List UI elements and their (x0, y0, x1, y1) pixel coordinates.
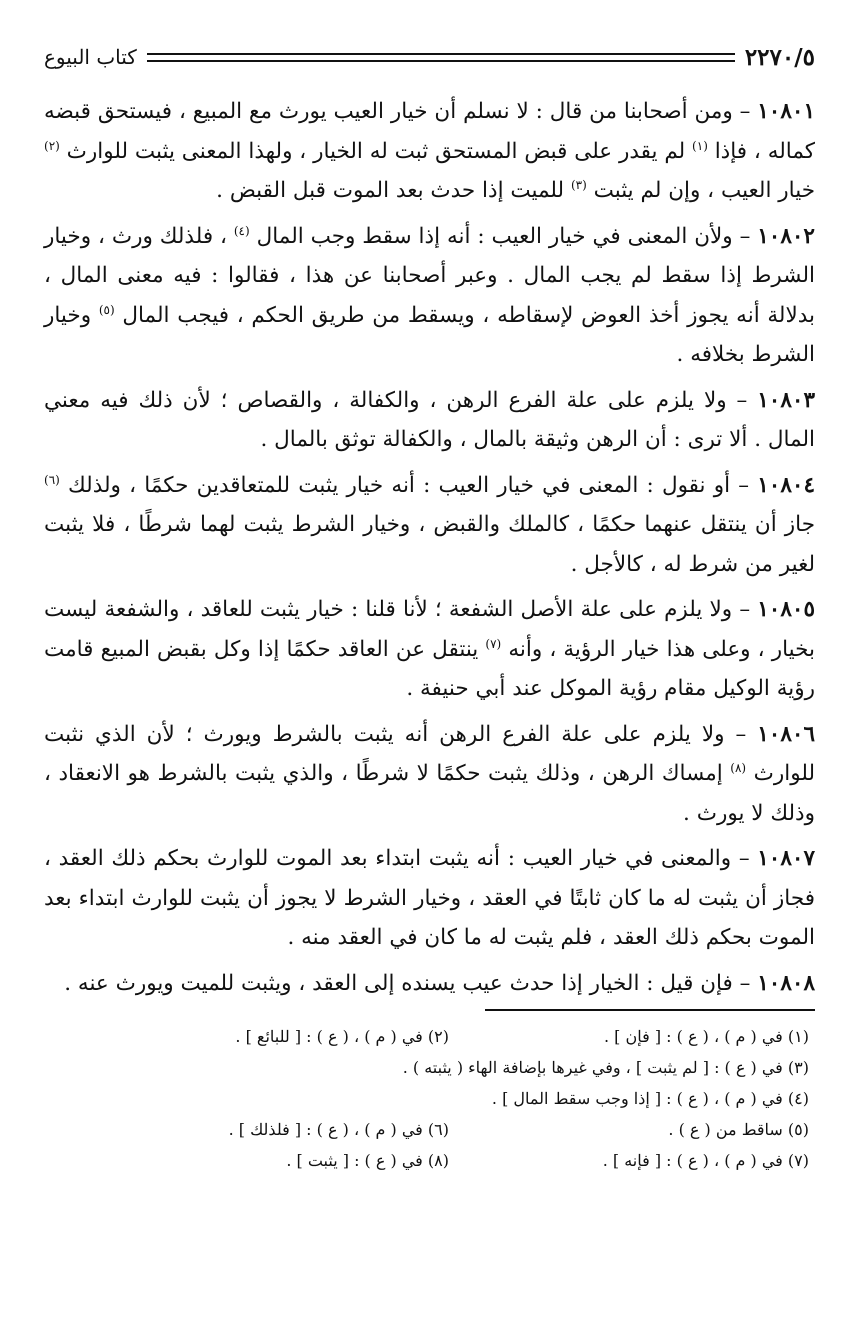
paragraph-text: – فإن قيل : الخيار إذا حدث عيب يسنده إلى العقد ، ويثبت للميت ويورث عنه . (64, 970, 758, 996)
footnote-row (44, 1052, 809, 1083)
paragraph-text: – ومن أصحابنا من قال : لا نسلم أن خيار العيب يورث مع المبيع ، فيستحق قبضه كماله ، فإذا (44, 99, 815, 164)
paragraph-text: جاز أن ينتقل عنهما حكمًا ، كالملك والقبض ، وخيار الشرط يثبت لهما شرطًا ، فلا يثبت لغير من شرط له ، كالأجل . (44, 512, 815, 577)
paragraph (44, 839, 815, 958)
footnote-row (44, 1021, 809, 1052)
paragraph-text: وخيار الشرط بخلافه . (44, 302, 815, 367)
paragraph-text: – ولا يلزم على علة الأصل الشفعة ؛ لأنا قلنا : خيار يثبت للعاقد ، والشفعة ليست بخيار ، وعلى هذا خيار الرؤية ، وأنه (44, 597, 815, 662)
footnote: (٤) في ( م ) ، ( ع ) : [ إذا وجب سقط المال ] . (491, 1089, 809, 1108)
footnote: (٨) في ( ع ) : [ يثبت ] . (286, 1151, 449, 1170)
section-title: كتاب البيوع (44, 45, 137, 69)
page-number: ٢٢٧٠/٥ (744, 43, 815, 71)
paragraph (44, 590, 815, 709)
paragraph-number: ١٠٨٠٥ (757, 597, 815, 622)
paragraph-number: ١٠٨٠٧ (757, 846, 815, 871)
paragraph-text: إمساك الرهن ، وذلك يثبت حكمًا لا شرطًا ، والذي يثبت بالشرط هو الانعقاد ، وذلك لا يورث . (44, 761, 815, 826)
paragraph-number: ١٠٨٠٦ (757, 721, 815, 747)
main-text (44, 92, 815, 1003)
footnote: (٧) في ( م ) ، ( ع ) : [ فإنه ] . (602, 1151, 809, 1170)
footnote: (٣) في ( ع ) : [ لم يثبت ] ، وفي غيرها بإضافة الهاء ( يثبته ) . (402, 1058, 809, 1077)
paragraph (44, 381, 815, 460)
paragraph (44, 964, 815, 1004)
footnote: (١) في ( م ) ، ( ع ) : [ فإن ] . (603, 1027, 809, 1046)
paragraph-text: – ولأن المعنى في خيار العيب : أنه إذا سقط وجب المال (249, 223, 758, 249)
footnote-marker: (٥) (98, 302, 115, 317)
paragraph-text: للميت إذا حدث بعد الموت قبل القبض . (216, 178, 571, 203)
footnote-row (44, 1083, 809, 1114)
footnote-row (44, 1145, 809, 1176)
paragraph-number: ١٠٨٠٣ (757, 387, 815, 413)
footnote-row (44, 1114, 809, 1145)
paragraph-text: – ولا يلزم على علة الفرع الرهن ، والكفالة ، والقصاص ؛ لأن ذلك فيه معني المال . ألا ترى : أن الرهن وثيقة بالمال ، والكفالة توثق بالمال . (44, 387, 815, 452)
footnote-marker: (١) (692, 138, 708, 153)
paragraph (44, 217, 815, 375)
footnote-marker: (٧) (485, 636, 502, 651)
paragraph-text: – أو نقول : المعنى في خيار العيب : أنه خيار يثبت للمتعاقدين حكمًا ، ولذلك (59, 472, 758, 498)
footnote-separator (485, 1009, 815, 1011)
footnote: (٢) في ( م ) ، ( ع ) : [ للبائع ] . (235, 1027, 449, 1046)
footnote: (٦) في ( م ) ، ( ع ) : [ فلذلك ] . (228, 1120, 449, 1139)
paragraph (44, 715, 815, 834)
paragraph-number: ١٠٨٠٤ (757, 472, 815, 498)
paragraph-number: ١٠٨٠٨ (757, 970, 815, 996)
paragraph-text: خيار العيب ، وإن لم يثبت (586, 178, 815, 203)
paragraph-text: – والمعنى في خيار العيب : أنه يثبت ابتداء بعد الموت للوارث بحكم ذلك العقد ، فجاز أن يثبت له ما كان ثابتًا في العقد ، وخيار الشرط لا يجوز أن يثبت للوارث ابتداء بعد الموت بحكم ذلك العقد ، فلم يثبت له ما كان في العقد منه . (44, 846, 815, 950)
paragraph-text: – ولا يلزم على علة الفرع الرهن أنه يثبت بالشرط ويورث ؛ لأن الذي نثبت للوارث (44, 721, 815, 786)
footnote-marker: (٨) (730, 760, 747, 775)
paragraph (44, 466, 815, 585)
header-double-rule (147, 53, 735, 62)
footnote: (٥) ساقط من ( ع ) . (668, 1120, 809, 1139)
footnote-marker: (٦) (44, 472, 60, 487)
footnotes (44, 1021, 815, 1176)
footnote-marker: (٣) (570, 177, 587, 192)
paragraph-text: ينتقل عن العاقد حكمًا إذا وكل بقبض المبيع قامت رؤية الوكيل مقام رؤية الموكل عند أبي حنيفة . (44, 636, 815, 701)
paragraph-number: ١٠٨٠٢ (757, 223, 815, 249)
paragraph-text: لم يقدر على قبض المستحق ثبت له الخيار ، ولهذا المعنى يثبت للوارث (59, 138, 693, 164)
running-head (44, 36, 815, 78)
footnote-marker: (٤) (233, 223, 250, 238)
footnote-marker: (٢) (44, 138, 60, 153)
paragraph (44, 92, 815, 211)
paragraph-text: ، فلذلك ورث ، وخيار الشرط إذا سقط لم يجب المال . وعبر أصحابنا عن هذا ، فقالوا : فيه معنى المال ، بدلالة أنه يجوز أخذ العوض لإسقاطه ، ويسقط من طريق الحكم ، فيجب المال (44, 223, 815, 328)
paragraph-number: ١٠٨٠١ (757, 99, 815, 124)
